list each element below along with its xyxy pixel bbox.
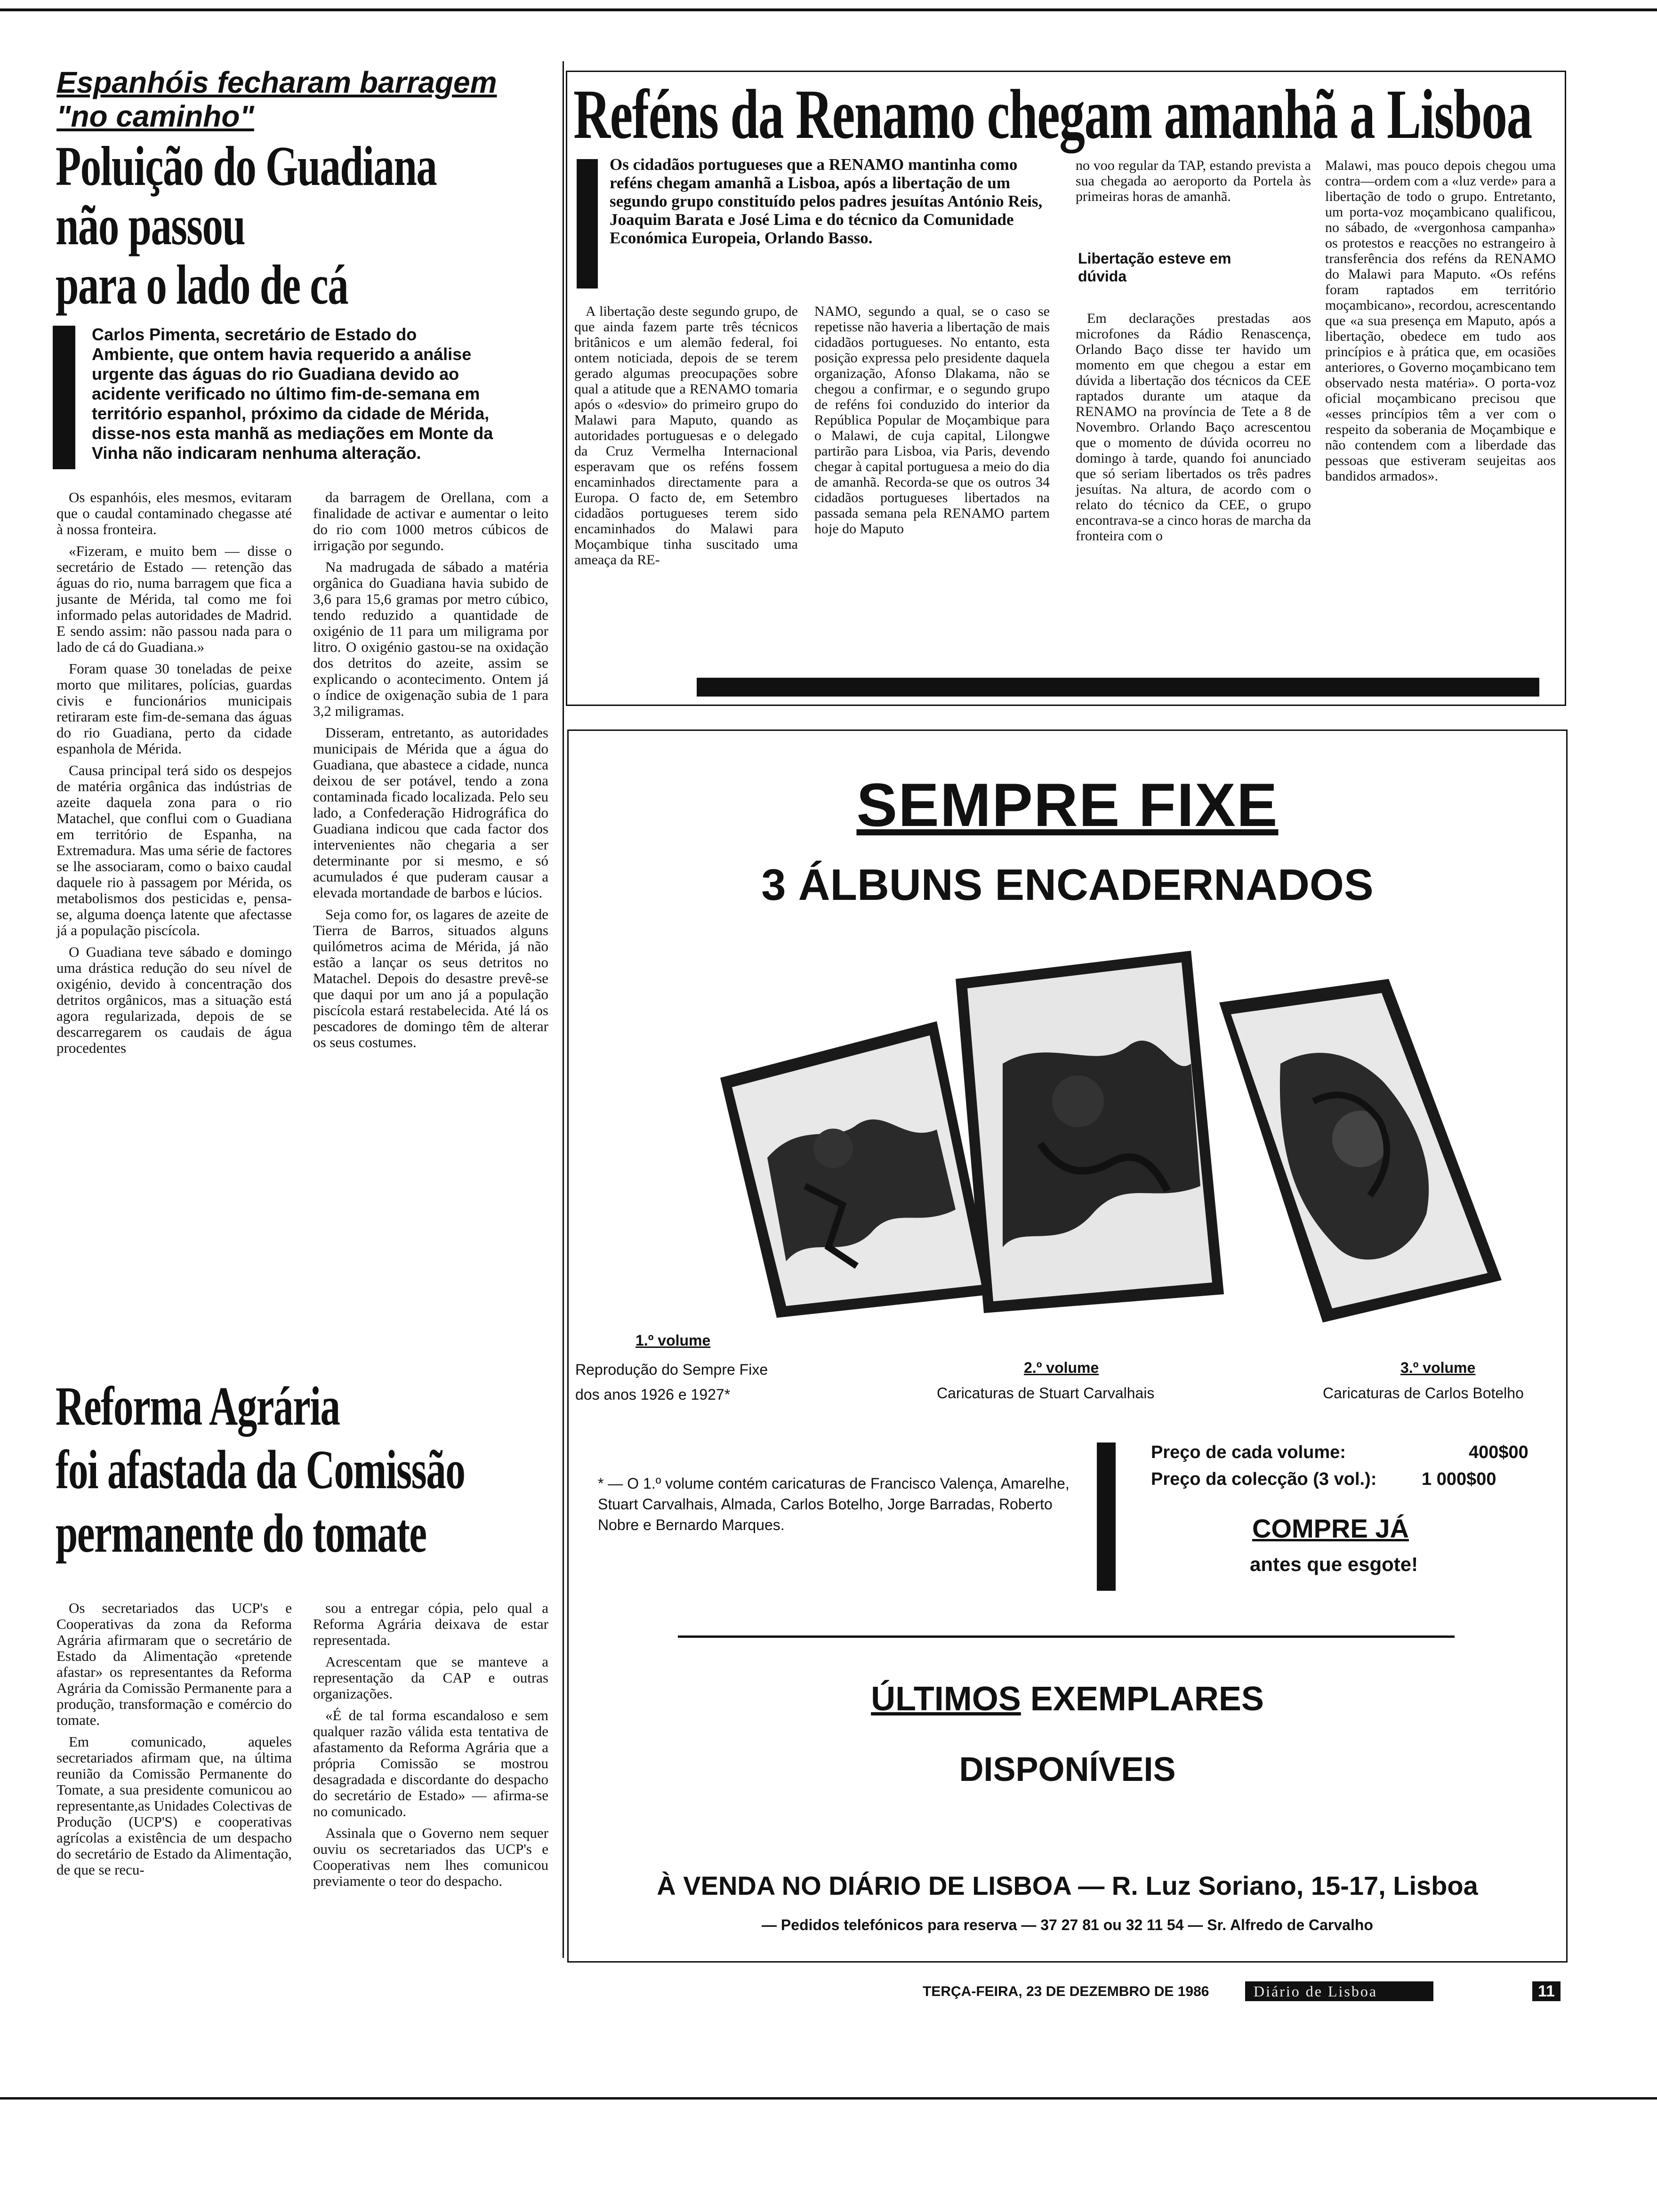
price-bar (1097, 1443, 1116, 1591)
footer-date: TERÇA-FEIRA, 23 DE DEZEMBRO DE 1986 (923, 1984, 1209, 1999)
price-each-label: Preço de cada volume: (1151, 1443, 1346, 1462)
album-cover-left (720, 1021, 993, 1318)
ad-divider (678, 1635, 1455, 1638)
bottom-border (0, 2097, 1657, 2100)
lead-bar (577, 159, 598, 289)
article-lead: Carlos Pimenta, secretário de Estado do Ambiente, que ontem havia requerido a análise urgente das águas do rio Guadiana devido ao acidente verificado no último fim-de-semana em território espanhol, próximo da cidade de Mérida, disse-nos esta manhã as mediações em Monte da Vinha não indicaram nenhuma alteração. (92, 325, 493, 463)
paragraph: O Guadiana teve sábado e domingo uma drástica redução do seu nível de oxigénio, devido à concentração dos detritos orgânicos, mas a situação está agora regularizada, depois de se descarregarem os caudais de água procedentes (56, 944, 292, 1056)
last-copies-rest: EXEMPLARES (1021, 1680, 1264, 1718)
price-set-label: Preço da colecção (3 vol.): (1151, 1469, 1377, 1489)
albums-illustration (692, 922, 1586, 1337)
article-column-1 (56, 489, 292, 1062)
renamo-column-3: Em declarações prestadas aos microfones da Rádio Renascença, Orlando Baço disse ter havido um momento em que chegou a estar em dúvida a libertação dos técnicos da CEE raptados durante um ataque da RENAMO na província de Tete a 8 de Novembro. Orlando Baço acrescentou que o momento de dúvida ocorreu no domingo à tarde, quando foi anunciado que só seriam libertados os três padres jesuítas. Na altura, de acordo com o relato do técnico da CEE, o grupo encontrava-se a cinco horas de marcha da fronteira com o (1076, 311, 1311, 544)
paragraph: Foram quase 30 toneladas de peixe morto que militares, polícias, guardas civis e funcionários municipais retiraram este fim-de-semana das águas do rio Guadiana, perto da cidade espanhola de Mérida. (56, 660, 292, 757)
column-divider (563, 61, 564, 1958)
volume-1-desc: Reprodução do Sempre Fixe (575, 1361, 768, 1378)
top-border (0, 8, 1657, 11)
paragraph: Em comunicado, aqueles secretariados afirmam que, na última reunião da Comissão Permanente do Tomate, a sua presidente comunicou ao representante,as Unidades Colectivas de Produção (UCP'S) e cooperativas agrícolas a existência de um despacho do secretário de Estado da Alimentação, de que se recu- (56, 1733, 292, 1878)
paragraph: Causa principal terá sido os despejos de matéria orgânica das indústrias de azeite daquela zona para o rio Matachel, que conflui com o Guadiana em território de Espanha, na Extremadura. Mas uma série de factores se lhe associaram, como o baixo caudal daquele rio à passagem por Mérida, os metabolismos dos pesticidas e, pensa-se, alguma doença latente que afectasse já a população piscícola. (56, 762, 292, 938)
paragraph: sou a entregar cópia, pelo qual a Reforma Agrária deixava de estar representada. (313, 1600, 548, 1648)
last-copies-line-1 (567, 1680, 1568, 1718)
renamo-column-4: Malawi, mas pouco depois chegou uma contra—ordem com a «luz verde» para a libertação de todo o grupo. Entretanto, um porta-voz moçambicano qualificou, no sábado, de «vergonhosa campanha» os protestos e reacções no estrangeiro à transferência dos reféns da RENAMO do Malawi para Maputo. «Os reféns foram raptados em território moçambicano», recordou, acrescentando que «a sua presença em Maputo, após a libertação, obedece em tudo aos princípios e à prática que, em ocasiões anteriores, o Governo moçambicano tem observado nesta matéria». O porta-voz oficial moçambicano precisou que «esses princípios têm a ver com o respeito da soberania de Moçambique e não contendem com a liberdade das pessoas que estiveram seujeitas aos bandidos armados». (1325, 158, 1556, 484)
renamo-subhead: Libertação esteve em dúvida (1078, 250, 1231, 285)
album-cover-right (1219, 979, 1502, 1322)
volume-3-label: 3.º volume (1400, 1359, 1476, 1376)
renamo-column-2: NAMO, segundo a qual, se o caso se repetisse não haveria a libertação de mais cidadãos portugueses. No entanto, esta posição expressa pelo presidente daquela organização, Afonso Dlakama, não se chegou a confirmar, e o segundo grupo de reféns foi conduzido do interior da República Popular de Moçambique para o Malawi, de cuja capital, Lilongwe partirão para Lisboa, via Paris, devendo chegar à capital portuguesa a meio do dia de amanhã. Recorda-se que os outros 34 cidadãos portugueses libertados na passada semana pela RENAMO partem hoje do Maputo (814, 304, 1050, 537)
article-kicker: Espanhóis fecharam barragem (56, 65, 497, 99)
page-number-box (1532, 1981, 1560, 2001)
price-set-value: 1 000$00 (1422, 1469, 1496, 1489)
ad-title: SEMPRE FIXE (856, 770, 1279, 839)
page-number: 11 (1538, 1982, 1555, 2000)
volume-2-label: 2.º volume (1024, 1359, 1099, 1376)
paragraph: «É de tal forma escandaloso e sem qualquer razão válida esta tentativa de afastamento da Reforma Agrária que a própria Comissão se mostrou desagradada e discordante do despacho do secretário de Estado» — afirma-se no comunicado. (313, 1707, 548, 1819)
renamo-column-3-top: no voo regular da TAP, estando prevista a sua chegada ao aeroporto da Portela às primeiras horas de amanhã. (1076, 158, 1311, 204)
article-kicker-quote: "no caminho" (56, 99, 254, 133)
headline-line: permanente do tomate (56, 1502, 426, 1564)
volume-2-desc: Caricaturas de Stuart Carvalhais (937, 1385, 1155, 1402)
headline-line: Poluição do Guadiana (56, 135, 437, 197)
volume-1-desc-2: dos anos 1926 e 1927* (575, 1386, 731, 1403)
paragraph: «Fizeram, e muito bem — disse o secretário de Estado — retenção das águas do rio, numa barragem que fica a jusante de Mérida, tal como me foi informado pelas autoridades de Madrid. E sendo assim: não passou nada para o lado de cá do Guadiana.» (56, 543, 292, 655)
volume-1-label: 1.º volume (635, 1332, 711, 1349)
paragraph: Os secretariados das UCP's e Cooperativas da zona da Reforma Agrária afirmaram que o secretário de Estado da Alimentação «pretende afastar» os representantes da Reforma Agrária da Comissão Permanente para a produção, transformação e comércio do tomate. (56, 1600, 292, 1728)
buy-cta-sub: antes que esgote! (1250, 1553, 1418, 1575)
paragraph: Assinala que o Governo nem sequer ouviu os secretariados das UCP's e Cooperativas nem lhes comunicou previamente o teor do despacho. (313, 1825, 548, 1889)
headline-line: foi afastada da Comissão (56, 1439, 465, 1500)
renamo-column-1: A libertação deste segundo grupo, de que ainda fazem parte três técnicos britânicos e um alemão federal, foi ontem noticiada, depois de se terem gerado algumas preocupações sobre qual a atitude que a RENAMO tomaria após o «desvio» do primeiro grupo do Malawi para Maputo, quando as autoridades portuguesas e o delegado da Cruz Vermelha Internacional esperavam que os reféns fossem encaminhados directamente para a Europa. O facto de, em Setembro cidadãos portugueses terem sido encaminhados do Malawi para Moçambique tinha suscitado uma ameaça da RE- (574, 304, 798, 568)
renamo-headline: Reféns da Renamo chegam amanhã a Lisboa (573, 75, 1532, 153)
footer-masthead (1245, 1981, 1433, 2001)
masthead-text: Diário de Lisboa (1254, 1983, 1378, 2000)
article-headline (56, 136, 526, 314)
renamo-bottom-bar (697, 678, 1539, 697)
reforma-headline (56, 1374, 555, 1565)
phone-line: — Pedidos telefónicos para reserva — 37 27 81 ou 32 11 54 — Sr. Alfredo de Carvalho (762, 1916, 1373, 1933)
last-copies-line-2: DISPONÍVEIS (959, 1751, 1176, 1788)
reforma-column-2 (313, 1600, 548, 1895)
paragraph: Seja como for, os lagares de azeite de Tierra de Barros, situados alguns quilómetros acima de Mérida, já não estão a lançar os seus detritos no Matachel. Depois do desastre prevê-se que daqui por um ano já a população piscícola estará restabelecida. Até lá os pescadores de domingo têm de alterar os seus costumes. (313, 906, 548, 1050)
paragraph: Acrescentam que se manteve a representação da CAP e outras organizações. (313, 1653, 548, 1702)
volume-3-desc: Caricaturas de Carlos Botelho (1323, 1385, 1524, 1402)
sale-address: À VENDA NO DIÁRIO DE LISBOA — R. Luz Soriano, 15-17, Lisboa (657, 1871, 1478, 1900)
headline-line: não passou (56, 194, 245, 256)
headline-line: para o lado de cá (56, 253, 348, 316)
lead-bar (53, 326, 75, 469)
headline-line: Reforma Agrária (56, 1375, 340, 1437)
price-each-value: 400$00 (1469, 1443, 1528, 1462)
last-copies-underlined: ÚLTIMOS (871, 1680, 1021, 1718)
album-cover-center (956, 951, 1224, 1313)
ad-footnote: * — O 1.º volume contém caricaturas de Francisco Valença, Amarelhe, Stuart Carvalhais, Almada, Carlos Botelho, Jorge Barradas, Roberto Nobre e Bernardo Marques. (598, 1475, 1070, 1533)
buy-cta: COMPRE JÁ (1252, 1514, 1409, 1543)
article-column-2 (313, 489, 548, 1056)
ad-subtitle: 3 ÁLBUNS ENCADERNADOS (761, 860, 1374, 909)
renamo-lead: Os cidadãos portugueses que a RENAMO mantinha como reféns chegam amanhã a Lisboa, após a libertação de um segundo grupo constituído pelos padres jesuítas António Reis, Joaquim Barata e José Lima e do técnico da Comunidade Económica Europeia, Orlando Basso. (610, 155, 1043, 247)
paragraph: Disseram, entretanto, as autoridades municipais de Mérida que a água do Guadiana, que abastece a cidade, nunca deixou de ser potável, tendo a zona contaminada ficado localizada. Pelo seu lado, a Confederação Hidrográfica do Guadiana indicou que cada factor dos intervenientes não chegaria a ser determinante por si mesmo, e só acumulados é que puderam causar a elevada mortandade de barbos e lúcios. (313, 724, 548, 901)
paragraph: Na madrugada de sábado a matéria orgânica do Guadiana havia subido de 3,6 para 15,6 gramas por metro cúbico, tendo reduzido a quantidade de oxigénio de 11 para um miligrama por litro. O oxigénio gastou-se na oxidação dos detritos do azeite, assim se explicando o acontecimento. Ontem já o índice de oxigenação subia de 1 para 3,2 miligramas. (313, 559, 548, 719)
paragraph: Os espanhóis, eles mesmos, evitaram que o caudal contaminado chegasse até à nossa fronteira. (56, 489, 292, 537)
paragraph: da barragem de Orellana, com a finalidade de activar e aumentar o leito do rio com 1000 metros cúbicos de irrigação por segundo. (313, 489, 548, 553)
reforma-column-1 (56, 1600, 292, 1883)
